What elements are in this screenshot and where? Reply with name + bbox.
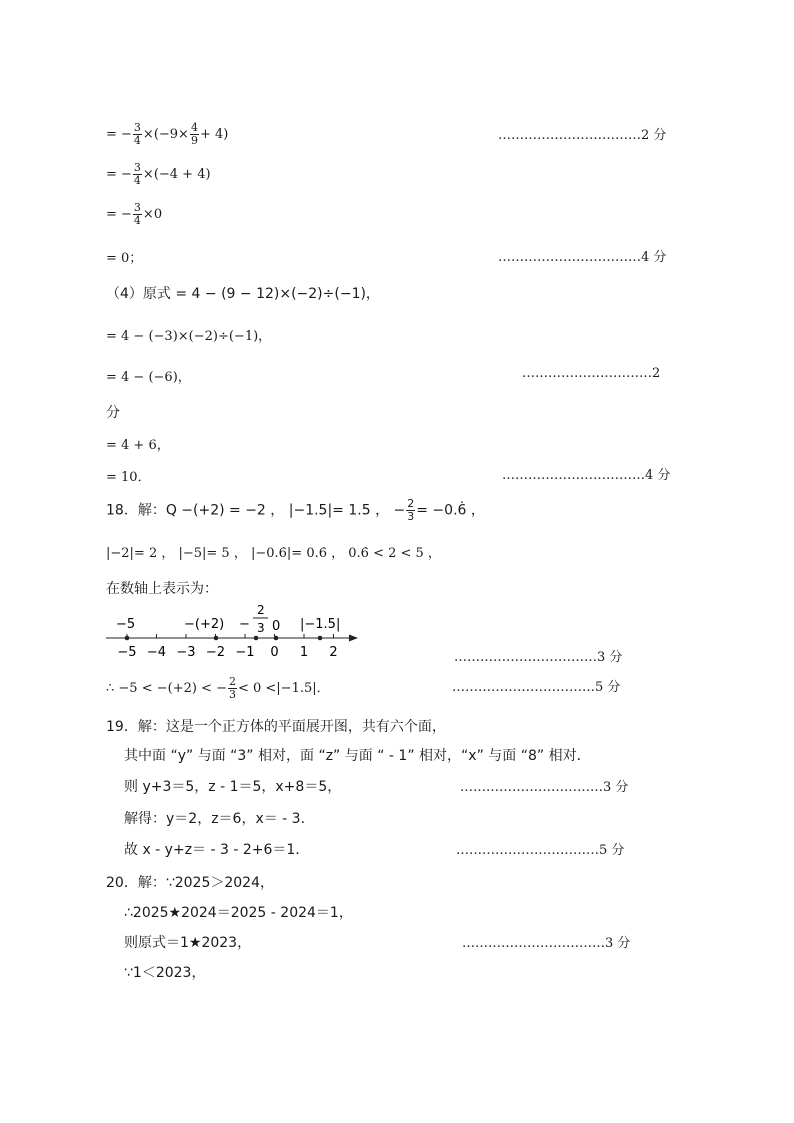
nl-tick-label: −4	[146, 645, 167, 660]
fraction-four-ninths: $\frac{4}{9}$	[190, 121, 198, 147]
step-line-4: = 0；	[106, 251, 143, 266]
nl-tick-label: −5	[117, 645, 137, 660]
score-mark-8: ……………………………5 分	[456, 843, 625, 858]
q19-line-1: 19．解：这是一个正方体的平面展开图，共有六个面，	[106, 719, 446, 735]
q20-line-3: 则原式＝1★2023，	[124, 935, 252, 951]
q20-line-2: ∴2025★2024＝2025 - 2024＝1，	[124, 905, 353, 921]
q19-line-3: 则 y+3＝5，z - 1＝5，x+8＝5，	[124, 779, 342, 795]
nl-point-neg-two-thirds	[254, 636, 259, 641]
fraction-three-fourths: $\frac{3}{4}$	[133, 121, 141, 147]
number-line	[100, 600, 370, 660]
fraction-three-fourths-2: $\frac{3}{4}$	[133, 161, 141, 187]
q20-line-1: 20．解：∵2025＞2024，	[106, 875, 274, 891]
score-mark-5: ……………………………3 分	[454, 650, 623, 665]
nl-tick-label: −3	[176, 645, 196, 660]
nl-tick-label: 0	[270, 645, 279, 660]
nl-top-label-abs: |−1.5|	[300, 617, 341, 632]
q19-line-2: 其中面 “y” 与面 “3” 相对，面 “z” 与面 “ - 1” 相对，“x” 与面 “8” 相对．	[124, 748, 591, 764]
fraction-two-thirds-2: $\frac{2}{3}$	[228, 675, 236, 701]
nl-point-neg5	[125, 636, 130, 641]
step-line-7: = 4 − (−6)，	[106, 370, 191, 385]
q18-line-3: 在数轴上表示为：	[106, 581, 218, 597]
nl-top-label-neg: −	[239, 617, 250, 632]
score-mark-1: ……………………………2 分	[498, 128, 667, 143]
step-line-10: = 10．	[106, 470, 151, 485]
step-line-6: = 4 − (−3)×(−2)÷(−1)，	[106, 329, 272, 344]
score-mark-4: ……………………………4 分	[502, 468, 671, 483]
fraction-two-thirds: $\frac{2}{3}$	[407, 497, 415, 523]
nl-arrow-icon	[349, 635, 358, 642]
score-mark-2: ……………………………4 分	[498, 250, 667, 265]
step-line-9: = 4 + 6，	[106, 438, 170, 453]
nl-ticks	[127, 634, 334, 638]
step-line-1: = − $\frac{3}{4}$ ×(−9× $\frac{4}{9}$ + 4)	[106, 121, 229, 147]
score-mark-9: ……………………………3 分	[462, 936, 631, 951]
nl-top-frac-num: 2	[257, 603, 265, 617]
score-mark-3: …………………………2	[522, 366, 661, 381]
nl-top-label-neg5: −5	[116, 617, 136, 632]
nl-top-label-neg-plus2: −(+2)	[184, 617, 225, 632]
q18-line-2: |−2|= 2 ， |−5|= 5 ， |−0.6̇|= 0.6̇ ， 0.6̇ < 2 < 5 ，	[106, 546, 441, 561]
nl-point-1-5	[318, 636, 323, 641]
fraction-three-fourths-3: $\frac{3}{4}$	[133, 201, 141, 227]
score-unit-wrap: 分	[106, 405, 120, 421]
q19-line-5: 故 x - y+z＝ - 3 - 2+6＝1．	[124, 842, 310, 858]
q18-conclusion: ∴ −5 < −(+2) < − $\frac{2}{3}$ < 0 <|−1.5|．	[106, 675, 330, 701]
nl-top-frac-den: 3	[257, 621, 265, 635]
q20-line-4: ∵1＜2023，	[124, 965, 206, 981]
step-line-5: （4）原式 = 4 − (9 − 12)×(−2)÷(−1)，	[106, 286, 380, 302]
nl-tick-label: 2	[329, 645, 338, 660]
nl-point-zero	[274, 636, 279, 641]
q19-line-4: 解得：y＝2，z＝6，x＝ - 3．	[124, 811, 315, 827]
nl-top-label-zero: 0	[272, 619, 281, 634]
score-mark-7: ……………………………3 分	[460, 780, 629, 795]
nl-tick-label: −1	[235, 645, 255, 660]
nl-tick-label: −2	[205, 645, 226, 660]
nl-tick-labels	[117, 645, 337, 660]
score-mark-6: ……………………………5 分	[452, 680, 621, 695]
step-line-2: = − $\frac{3}{4}$ ×(−4 + 4)	[106, 161, 211, 187]
step-line-3: = − $\frac{3}{4}$ ×0	[106, 201, 163, 227]
nl-tick-label: 1	[299, 645, 309, 660]
q18-line-1: 18．解：Q −(+2) = −2 ， |−1.5|= 1.5 ， − $\frac{2}{3}$ = −0.6̇ ，	[106, 497, 485, 523]
nl-point-neg2	[214, 636, 219, 641]
